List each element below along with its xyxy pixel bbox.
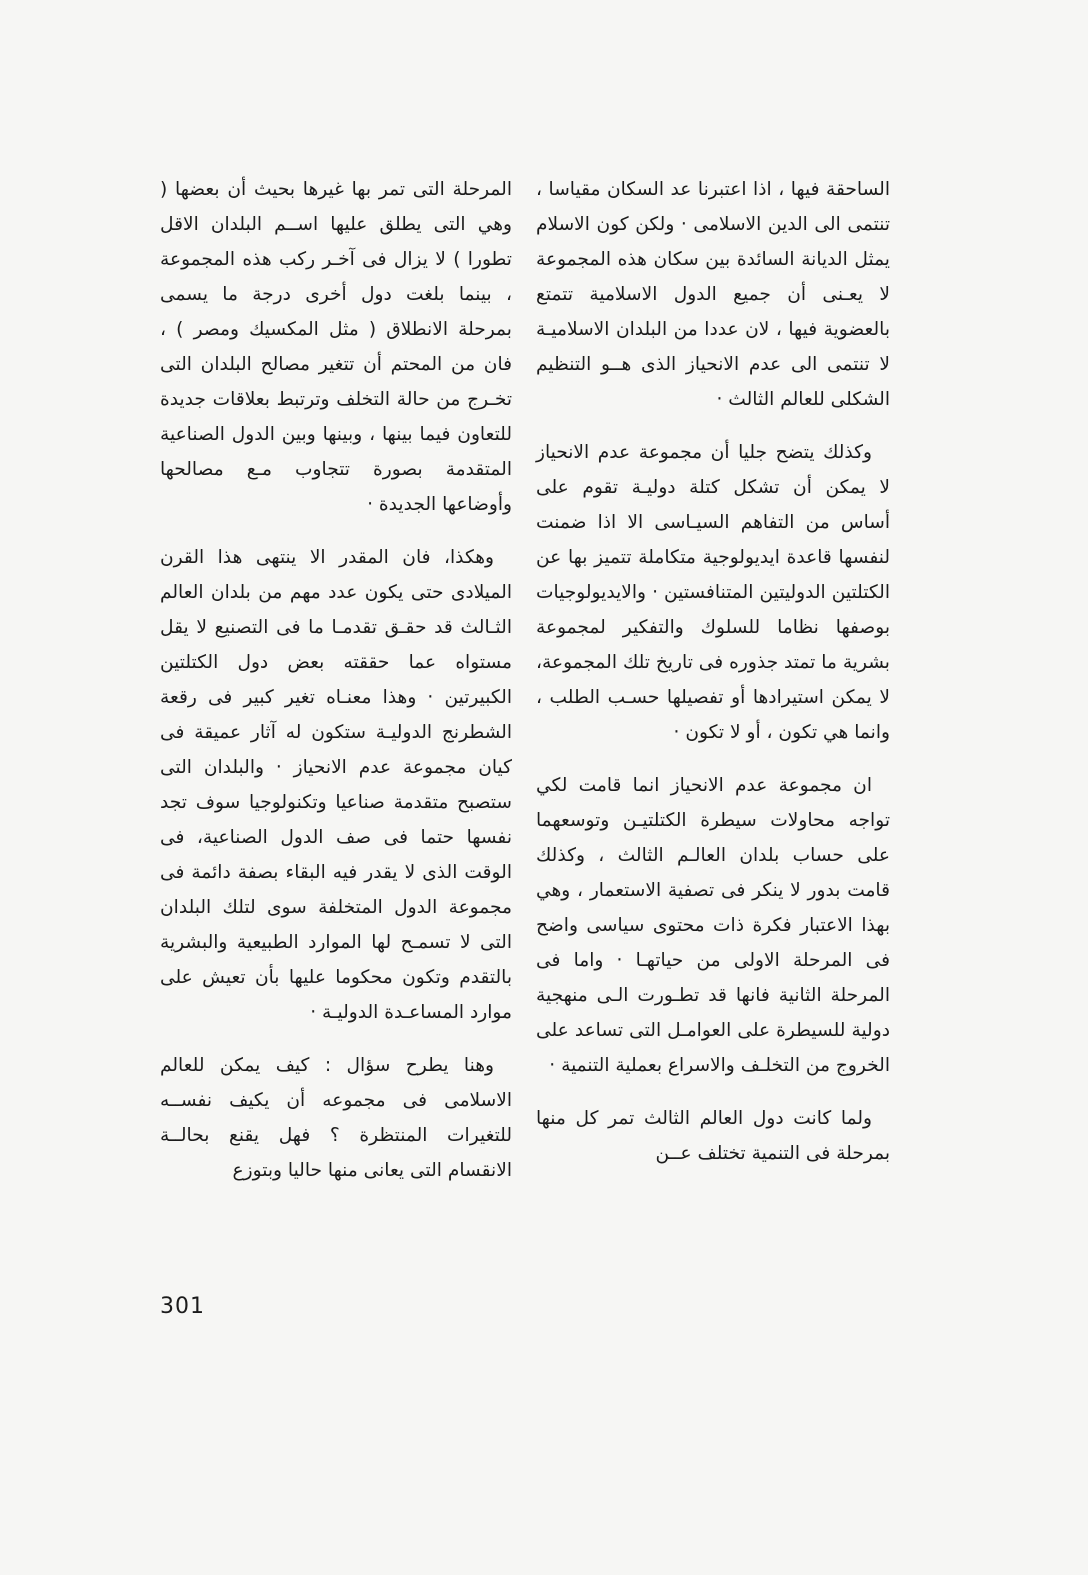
right-paragraph-3: ان مجموعة عدم الانحياز انما قامت لكي تواجه محاولات سيطرة الكتلتيـن وتوسعهما على حساب بلدان العالـم الثالث ، وكذلك قامت بدور لا ينكر فى تصفية الاستعمار ، وهي بهذا الاعتبار فكرة ذات محتوى سياسى واضح فى المرحلة الاولى من حياتهـا · واما فى المرحلة الثانية فانها قد تطـورت الـى منهجية دولية للسيطرة على العوامـل التى تساعد على الخروج من التخلـف والاسراع بعملية التنمية · [536,775,890,1076]
page-number: 301 [160,1294,205,1319]
left-paragraph-1: المرحلة التى تمر بها غيرها بحيث أن بعضها ( وهي التى يطلق عليها اســم البلدان الاقل تطورا ) لا يزال فى آخـر ركب هذه المجموعة ، بينما بلغت دول أخرى درجة ما يسمى بمرحلة الانطلاق ( مثل المكسيك ومصر ) ، فان من المحتم أن تتغير مصالح البلدان التى تخـرج من حالة التخلف وترتبط بعلاقات جديدة للتعاون فيما بينها ، وبينها وبين الدول الصناعية المتقدمة بصورة تتجاوب مـع مصالحها وأوضاعها الجديدة · [160,179,512,515]
left-paragraph-2: وهكذا، فان المقدر الا ينتهى هذا القرن الميلادى حتى يكون عدد مهم من بلدان العالم الثـالث قد حقـق تقدمـا ما فى التصنيع لا يقل مستواه عما حققته بعض دول الكتلتين الكبيرتين · وهذا معنـاه تغير كبير فى رقعة الشطرنج الدوليـة ستكون له آثار عميقة فى كيان مجموعة عدم الانحياز · والبلدان التى ستصبح متقدمة صناعيا وتكنولوجيا سوف تجد نفسها حتما فى صف الدول الصناعية، فى الوقت الذى لا يقدر فيه البقاء بصفة دائمة فى مجموعة الدول المتخلفة سوى لتلك البلدان التى لا تسمـح لها الموارد الطبيعية والبشرية بالتقدم وتكون محكوما عليها بأن تعيش على موارد المساعـدة الدوليـة · [160,547,512,1023]
left-paragraph-3: وهنا يطرح سؤال : كيف يمكن للعالم الاسلامى فى مجموعه أن يكيف نفســه للتغيرات المنتظرة ؟ فهل يقنع بحالــة الانقسام التى يعانى منها حاليا وبتوزع [160,1055,512,1181]
right-paragraph-1: الساحقة فيها ، اذا اعتبرنا عد السكان مقياسا ، تنتمى الى الدين الاسلامى · ولكن كون الاسلام يمثل الديانة السائدة بين سكان هذه المجموعة لا يعـنى أن جميع الدول الاسلامية تتمتع بالعضوية فيها ، لان عددا من البلدان الاسلاميـة لا تنتمى الى عدم الانحياز الذى هــو التنظيم الشكلى للعالم الثالث · [536,179,890,410]
right-paragraph-4: ولما كانت دول العالم الثالث تمر كل منها بمرحلة فى التنمية تختلف عــن [536,1108,890,1164]
right-column [536,172,890,1189]
left-column [160,172,512,1206]
right-paragraph-2: وكذلك يتضح جليا أن مجموعة عدم الانحياز لا يمكن أن تشكل كتلة دوليـة تقوم على أساس من التفاهم السيـاسى الا اذا ضمنت لنفسها قاعدة ايديولوجية متكاملة تتميز بها عن الكتلتين الدوليتين المتنافستين · والايديولوجيات بوصفها نظاما للسلوك والتفكير لمجموعة بشرية ما تمتد جذوره فى تاريخ تلك المجموعة، لا يمكن استيرادها أو تفصيلها حسـب الطلب ، وانما هي تكون ، أو لا تكون · [536,442,890,743]
